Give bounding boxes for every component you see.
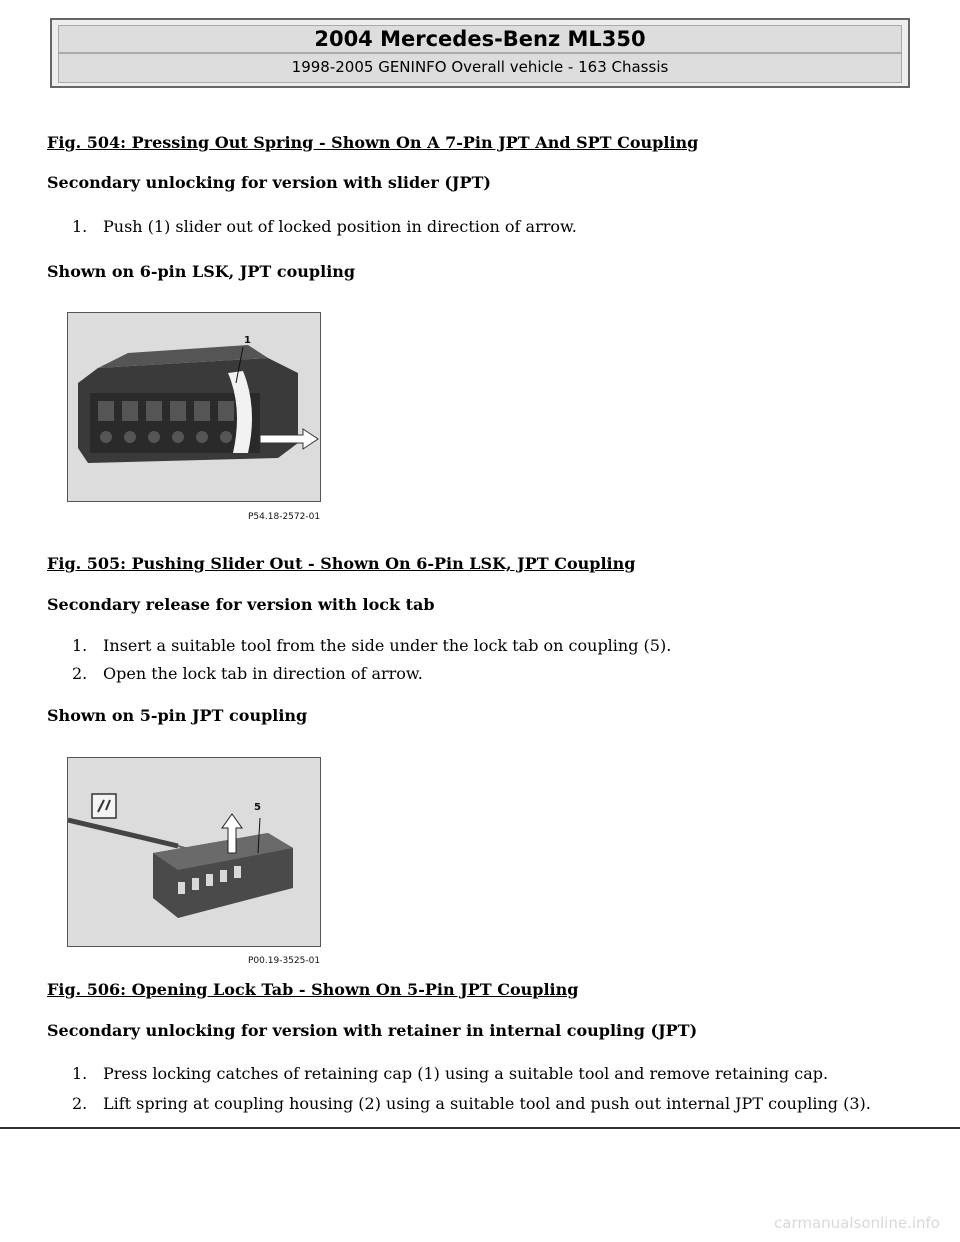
fig506-callout: 5 xyxy=(254,802,261,813)
fig504-caption: Fig. 504: Pressing Out Spring - Shown On A 7-Pin JPT And SPT Coupling xyxy=(47,133,699,152)
slider-heading: Secondary unlocking for version with slider (JPT) xyxy=(47,173,491,192)
fig506-image xyxy=(67,757,321,947)
document-title: 2004 Mercedes-Benz ML350 xyxy=(58,25,902,53)
fig506-caption: Fig. 506: Opening Lock Tab - Shown On 5-Pin JPT Coupling xyxy=(47,980,579,999)
page-bottom-rule xyxy=(0,1127,960,1129)
fig505-callout: 1 xyxy=(244,335,251,346)
footer-watermark[interactable]: carmanualsonline.info xyxy=(774,1214,940,1232)
fig506-code: P00.19-3525-01 xyxy=(248,956,321,966)
shown-5pin-label: Shown on 5-pin JPT coupling xyxy=(47,706,308,725)
document-header xyxy=(50,18,910,88)
fig505-code: P54.18-2572-01 xyxy=(248,512,321,522)
shown-6pin-label: Shown on 6-pin LSK, JPT coupling xyxy=(47,262,356,281)
retainer-heading: Secondary unlocking for version with retainer in internal coupling (JPT) xyxy=(47,1021,698,1040)
fig505-caption: Fig. 505: Pushing Slider Out - Shown On 6-Pin LSK, JPT Coupling xyxy=(47,554,636,573)
document-subtitle: 1998-2005 GENINFO Overall vehicle - 163 Chassis xyxy=(58,53,902,83)
locktab-heading: Secondary release for version with lock tab xyxy=(47,595,435,614)
fig505-image xyxy=(67,312,321,502)
